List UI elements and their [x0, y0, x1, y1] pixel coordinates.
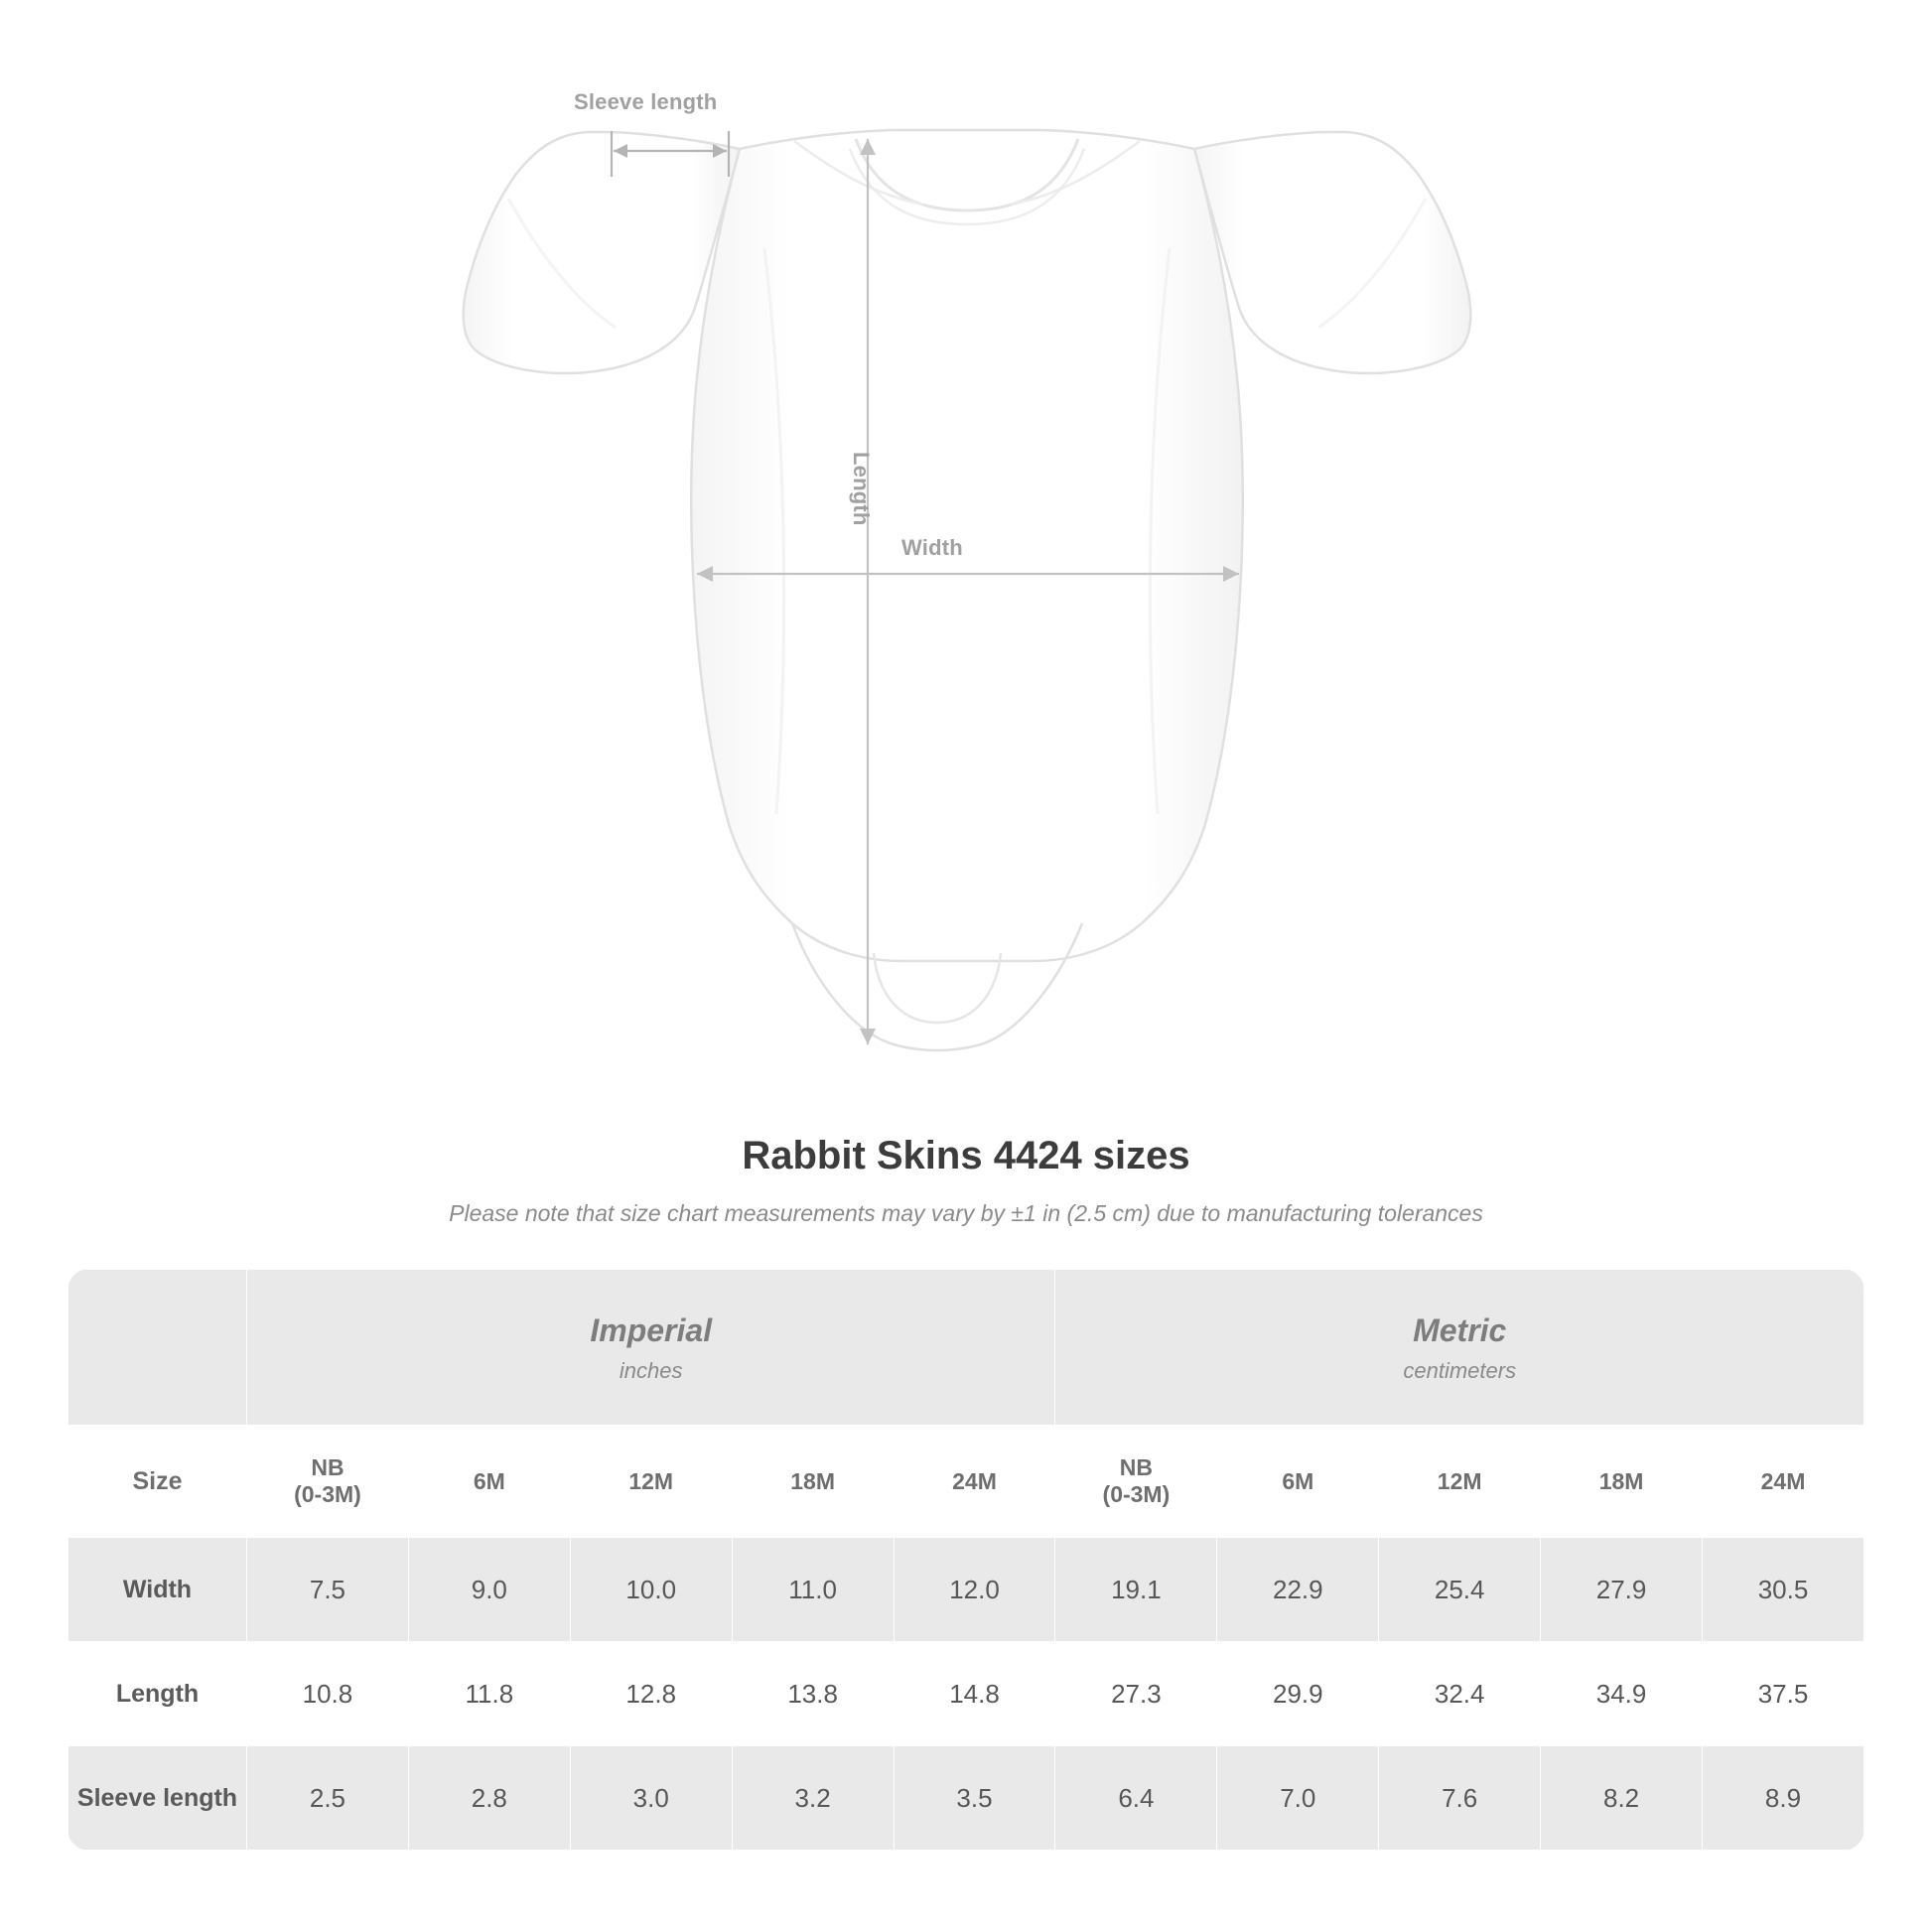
cell-width-1: 9.0 — [408, 1538, 570, 1642]
cell-sleeve-4: 3.5 — [894, 1746, 1055, 1851]
cell-length-7: 32.4 — [1379, 1642, 1541, 1746]
cell-sleeve-9: 8.9 — [1703, 1746, 1864, 1851]
cell-width-9: 30.5 — [1703, 1538, 1864, 1642]
header-col-5 — [1055, 1426, 1217, 1538]
size-table — [68, 1269, 1864, 1851]
unit-system-metric — [1055, 1270, 1864, 1426]
header-col-0-label: NB — [311, 1454, 345, 1480]
metric-unit: centimeters — [1403, 1358, 1517, 1383]
row-label-sleeve-length: Sleeve length — [69, 1746, 247, 1851]
header-col-9: 24M — [1703, 1426, 1864, 1538]
cell-width-4: 12.0 — [894, 1538, 1055, 1642]
metric-name: Metric — [1413, 1312, 1507, 1348]
cell-length-2: 12.8 — [570, 1642, 732, 1746]
cell-sleeve-2: 3.0 — [570, 1746, 732, 1851]
cell-width-8: 27.9 — [1541, 1538, 1703, 1642]
table-row — [69, 1642, 1864, 1746]
crotch-seam — [874, 953, 1001, 1023]
table-row — [69, 1538, 1864, 1642]
title-block — [0, 1134, 1932, 1227]
unit-row-corner — [69, 1270, 247, 1426]
header-col-5-sub: (0-3M) — [1102, 1481, 1171, 1507]
width-label: Width — [901, 535, 963, 560]
tolerance-note: Please note that size chart measurements may vary by ±1 in (2.5 cm) due to manufacturing tolerances — [449, 1200, 1483, 1226]
header-col-1: 6M — [408, 1426, 570, 1538]
cell-length-9: 37.5 — [1703, 1642, 1864, 1746]
size-table-wrapper — [68, 1269, 1864, 1851]
bodysuit-body-shape — [691, 130, 1243, 961]
left-sleeve-shape — [464, 132, 740, 373]
header-size: Size — [69, 1426, 247, 1538]
cell-width-0: 7.5 — [247, 1538, 409, 1642]
cell-length-6: 29.9 — [1217, 1642, 1379, 1746]
cell-sleeve-8: 8.2 — [1541, 1746, 1703, 1851]
row-label-length: Length — [69, 1642, 247, 1746]
header-col-5-label: NB — [1119, 1454, 1154, 1480]
header-col-3: 18M — [732, 1426, 894, 1538]
cell-length-0: 10.8 — [247, 1642, 409, 1746]
page-title: Rabbit Skins 4424 sizes — [742, 1134, 1190, 1177]
header-col-2: 12M — [570, 1426, 732, 1538]
table-header-row — [69, 1426, 1864, 1538]
cell-length-4: 14.8 — [894, 1642, 1055, 1746]
cell-length-3: 13.8 — [732, 1642, 894, 1746]
header-col-0 — [247, 1426, 409, 1538]
length-label: Length — [849, 452, 874, 526]
imperial-name: Imperial — [590, 1312, 713, 1348]
cell-sleeve-5: 6.4 — [1055, 1746, 1217, 1851]
cell-width-6: 22.9 — [1217, 1538, 1379, 1642]
cell-length-8: 34.9 — [1541, 1642, 1703, 1746]
cell-width-7: 25.4 — [1379, 1538, 1541, 1642]
cell-length-5: 27.3 — [1055, 1642, 1217, 1746]
cell-length-1: 11.8 — [408, 1642, 570, 1746]
cell-width-3: 11.0 — [732, 1538, 894, 1642]
unit-system-row — [69, 1270, 1864, 1426]
cell-sleeve-0: 2.5 — [247, 1746, 409, 1851]
header-col-4: 24M — [894, 1426, 1055, 1538]
row-label-width: Width — [69, 1538, 247, 1642]
unit-system-imperial — [247, 1270, 1055, 1426]
header-col-0-sub: (0-3M) — [294, 1481, 361, 1507]
cell-sleeve-7: 7.6 — [1379, 1746, 1541, 1851]
header-col-6: 6M — [1217, 1426, 1379, 1538]
cell-width-5: 19.1 — [1055, 1538, 1217, 1642]
imperial-unit: inches — [619, 1358, 683, 1383]
header-col-7: 12M — [1379, 1426, 1541, 1538]
cell-width-2: 10.0 — [570, 1538, 732, 1642]
cell-sleeve-1: 2.8 — [408, 1746, 570, 1851]
table-row — [69, 1746, 1864, 1851]
header-col-8: 18M — [1541, 1426, 1703, 1538]
right-sleeve-shape — [1194, 132, 1470, 373]
cell-sleeve-6: 7.0 — [1217, 1746, 1379, 1851]
sleeve-length-label: Sleeve length — [574, 89, 718, 114]
cell-sleeve-3: 3.2 — [732, 1746, 894, 1851]
